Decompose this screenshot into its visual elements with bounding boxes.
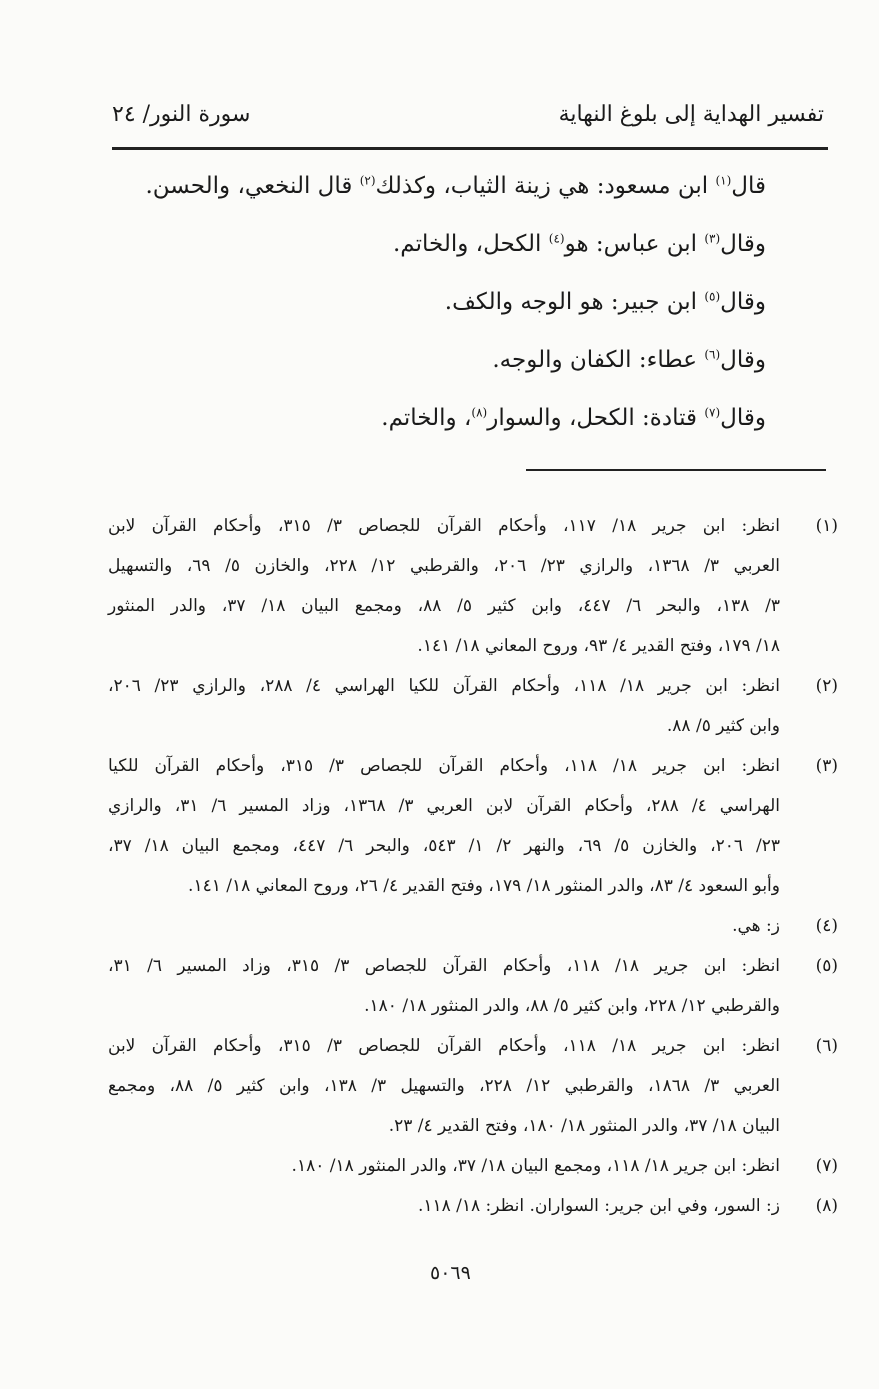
text-run: قتادة: الكحل، والسوار xyxy=(487,405,705,431)
main-line xyxy=(150,334,766,392)
footnote-number: (٣) xyxy=(815,756,838,776)
footnote-line: ٢٣/ ٢٠٦، والخازن ٥/ ٦٩، والنهر ٢/ ١/ ٥٤٣، والبحر ٦/ ٤٤٧، ومجمع البيان ١٨/ ٣٧، xyxy=(108,836,780,856)
text-run: ابن مسعود: هي زينة الثياب، وكذلك xyxy=(375,173,716,199)
footnote-number: (٥) xyxy=(815,956,838,976)
header-rule xyxy=(112,147,828,150)
footnote-line: ز: السور، وفي ابن جرير: السواران. انظر: ١٨/ ١١٨. xyxy=(417,1196,780,1216)
footnote xyxy=(108,946,838,1026)
footnote xyxy=(108,666,838,746)
text-run: ابن جبير: هو الوجه والكف. xyxy=(444,289,705,315)
footnote-marker: (٧) xyxy=(704,405,721,420)
main-line xyxy=(150,276,766,334)
footnote-marker: (٢) xyxy=(359,173,376,188)
footnote xyxy=(108,746,838,906)
text-run: ، والخاتم. xyxy=(381,405,472,431)
footnote-separator xyxy=(526,469,826,471)
text-run: وقال xyxy=(720,405,766,431)
footnote-number: (٦) xyxy=(815,1036,838,1056)
footnote-line: انظر: ابن جرير ١٨/ ١١٨، ومجمع البيان ١٨/ ٣٧، والدر المنثور ١٨/ ١٨٠. xyxy=(291,1156,780,1176)
footnote-marker: (٥) xyxy=(704,289,721,304)
page-number: ٥٠٦٩ xyxy=(430,1262,471,1284)
footnote-line: العربي ٣/ ١٨٦٨، والقرطبي ١٢/ ٢٢٨، والتسهيل ٣/ ١٣٨، وابن كثير ٥/ ٨٨، ومجمع xyxy=(108,1076,780,1096)
footnote xyxy=(108,1186,838,1226)
footnote-number: (٢) xyxy=(815,676,838,696)
footnote-marker: (٣) xyxy=(704,231,721,246)
text-run: وقال xyxy=(720,231,766,257)
footnote-line: ٣/ ١٣٨، والبحر ٦/ ٤٤٧، وابن كثير ٥/ ٨٨، ومجمع البيان ١٨/ ٣٧، والدر المنثور xyxy=(108,596,780,616)
footnote-number: (١) xyxy=(815,516,838,536)
footnote xyxy=(108,1146,838,1186)
footnote-line: العربي ٣/ ١٣٦٨، والرازي ٢٣/ ٢٠٦، والقرطبي ١٢/ ٢٢٨، والخازن ٥/ ٦٩، والتسهيل xyxy=(108,556,780,576)
footnote-line: البيان ١٨/ ٣٧، والدر المنثور ١٨/ ١٨٠، وفتح القدير ٤/ ٢٣. xyxy=(388,1116,780,1136)
surah-reference: سورة النور/ ٢٤ xyxy=(112,102,251,127)
main-line xyxy=(150,392,766,450)
footnote xyxy=(108,906,838,946)
footnote-marker: (٦) xyxy=(704,347,721,362)
footnotes xyxy=(108,506,838,1226)
text-run: وقال xyxy=(720,347,766,373)
footnote-line: وابن كثير ٥/ ٨٨. xyxy=(666,716,780,736)
footnote xyxy=(108,506,838,666)
footnote-line: انظر: ابن جرير ١٨/ ١١٨، وأحكام القرآن للجصاص ٣/ ٣١٥، وزاد المسير ٦/ ٣١، xyxy=(108,956,781,976)
text-run: وقال xyxy=(720,289,766,315)
footnote-line: انظر: ابن جرير ١٨/ ١١٨، وأحكام القرآن للكيا الهراسي ٤/ ٢٨٨، والرازي ٢٣/ ٢٠٦، xyxy=(108,676,780,696)
text-run: عطاء: الكفان والوجه. xyxy=(492,347,705,373)
footnote-number: (٨) xyxy=(815,1196,838,1216)
footnote-line: انظر: ابن جرير ١٨/ ١١٨، وأحكام القرآن للجصاص ٣/ ٣١٥، وأحكام القرآن لابن xyxy=(108,1036,780,1056)
footnote-number: (٧) xyxy=(815,1156,838,1176)
text-run: قال xyxy=(731,173,766,199)
footnote-line: ز: هي. xyxy=(732,916,780,936)
footnote-marker: (٨) xyxy=(471,405,488,420)
footnote-line: والقرطبي ١٢/ ٢٢٨، وابن كثير ٥/ ٨٨، والدر المنثور ١٨/ ١٨٠. xyxy=(364,996,780,1016)
footnote xyxy=(108,1026,838,1146)
text-run: ابن عباس: هو xyxy=(564,231,705,257)
footnote-number: (٤) xyxy=(815,916,838,936)
main-text xyxy=(145,160,766,450)
footnote-line: انظر: ابن جرير ١٨/ ١١٨، وأحكام القرآن للجصاص ٣/ ٣١٥، وأحكام القرآن للكيا xyxy=(108,756,781,776)
running-header xyxy=(112,96,824,136)
main-line xyxy=(150,218,766,276)
footnote-line: ١٨/ ١٧٩، وفتح القدير ٤/ ٩٣، وروح المعاني ١٨/ ١٤١. xyxy=(417,636,780,656)
footnote-line: وأبو السعود ٤/ ٨٣، والدر المنثور ١٨/ ١٧٩، وفتح القدير ٤/ ٢٦، وروح المعاني ١٨/ ١٤١. xyxy=(188,876,780,896)
footnote-line: الهراسي ٤/ ٢٨٨، وأحكام القرآن لابن العربي ٣/ ١٣٦٨، وزاد المسير ٦/ ٣١، والرازي xyxy=(108,796,780,816)
book-title: تفسير الهداية إلى بلوغ النهاية xyxy=(558,102,824,127)
footnote-marker: (١) xyxy=(715,173,732,188)
text-run: قال النخعي، والحسن. xyxy=(145,173,360,199)
footnote-line: انظر: ابن جرير ١٨/ ١١٧، وأحكام القرآن للجصاص ٣/ ٣١٥، وأحكام القرآن لابن xyxy=(108,516,780,536)
main-line xyxy=(145,160,766,218)
text-run: الكحل، والخاتم. xyxy=(392,231,549,257)
footnote-marker: (٤) xyxy=(548,231,565,246)
